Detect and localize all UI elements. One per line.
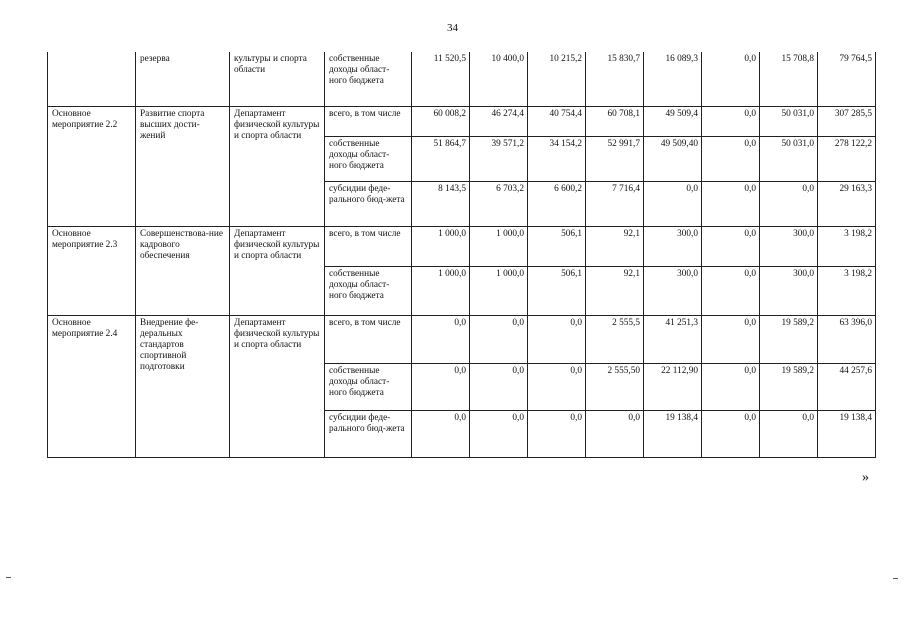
value-cell: 300,0 [760,226,818,266]
budget-table-body [48,52,876,457]
value-cell: 2 555,50 [586,363,644,410]
total-value-cell: 44 257,6 [818,363,876,410]
page-number: 34 [447,22,458,34]
funding-source-cell: собственные доходы област-ного бюджета [325,266,412,315]
value-cell: 1 000,0 [470,226,528,266]
total-value-cell: 29 163,3 [818,181,876,226]
value-cell: 300,0 [644,226,702,266]
value-cell: 41 251,3 [644,315,702,363]
executor-cell: Департамент физической культуры и спорта области [230,315,325,457]
value-cell: 300,0 [644,266,702,315]
value-cell: 49 509,40 [644,136,702,181]
value-cell: 50 031,0 [760,106,818,136]
value-cell: 506,1 [528,226,586,266]
value-cell: 16 089,3 [644,52,702,106]
measure-name-cell: резерва [136,52,230,106]
value-cell: 50 031,0 [760,136,818,181]
total-value-cell: 307 285,5 [818,106,876,136]
measure-cell [48,52,136,106]
value-cell: 0,0 [702,106,760,136]
value-cell: 0,0 [702,315,760,363]
value-cell: 0,0 [702,266,760,315]
value-cell: 51 864,7 [412,136,470,181]
total-value-cell: 19 138,4 [818,410,876,457]
funding-source-cell: всего, в том числе [325,106,412,136]
edge-mark-right [893,578,898,579]
value-cell: 46 274,4 [470,106,528,136]
value-cell: 39 571,2 [470,136,528,181]
total-value-cell: 278 122,2 [818,136,876,181]
value-cell: 0,0 [528,410,586,457]
value-cell: 0,0 [644,181,702,226]
value-cell: 0,0 [470,363,528,410]
value-cell: 11 520,5 [412,52,470,106]
funding-source-cell: собственные доходы област-ного бюджета [325,52,412,106]
value-cell: 0,0 [760,181,818,226]
value-cell: 0,0 [702,410,760,457]
table-row [48,315,876,363]
edge-mark-left [6,577,11,578]
funding-source-cell: всего, в том числе [325,315,412,363]
value-cell: 7 716,4 [586,181,644,226]
value-cell: 60 708,1 [586,106,644,136]
measure-name-cell: Развитие спорта высших дости-жений [136,106,230,226]
value-cell: 0,0 [586,410,644,457]
value-cell: 0,0 [760,410,818,457]
funding-source-cell: субсидии феде-рального бюд-жета [325,410,412,457]
measure-cell: Основное мероприятие 2.3 [48,226,136,315]
value-cell: 19 589,2 [760,363,818,410]
executor-cell: культуры и спорта области [230,52,325,106]
funding-source-cell: собственные доходы област-ного бюджета [325,136,412,181]
value-cell: 0,0 [702,52,760,106]
closing-quote: » [862,470,869,485]
measure-cell: Основное мероприятие 2.2 [48,106,136,226]
table-row [48,106,876,136]
value-cell: 0,0 [470,315,528,363]
measure-cell: Основное мероприятие 2.4 [48,315,136,457]
value-cell: 0,0 [528,363,586,410]
value-cell: 92,1 [586,226,644,266]
value-cell: 0,0 [702,136,760,181]
value-cell: 300,0 [760,266,818,315]
total-value-cell: 3 198,2 [818,266,876,315]
total-value-cell: 63 396,0 [818,315,876,363]
value-cell: 2 555,5 [586,315,644,363]
value-cell: 15 708,8 [760,52,818,106]
value-cell: 92,1 [586,266,644,315]
funding-source-cell: собственные доходы област-ного бюджета [325,363,412,410]
funding-source-cell: субсидии феде-рального бюд-жета [325,181,412,226]
value-cell: 1 000,0 [470,266,528,315]
total-value-cell: 79 764,5 [818,52,876,106]
value-cell: 49 509,4 [644,106,702,136]
value-cell: 6 703,2 [470,181,528,226]
value-cell: 0,0 [470,410,528,457]
value-cell: 8 143,5 [412,181,470,226]
value-cell: 15 830,7 [586,52,644,106]
value-cell: 60 008,2 [412,106,470,136]
value-cell: 506,1 [528,266,586,315]
table-row [48,52,876,106]
value-cell: 52 991,7 [586,136,644,181]
value-cell: 10 400,0 [470,52,528,106]
measure-name-cell: Внедрение фе-деральных стандартов спортивной подготовки [136,315,230,457]
value-cell: 0,0 [702,363,760,410]
value-cell: 19 138,4 [644,410,702,457]
value-cell: 22 112,90 [644,363,702,410]
value-cell: 1 000,0 [412,226,470,266]
value-cell: 0,0 [412,410,470,457]
value-cell: 34 154,2 [528,136,586,181]
value-cell: 19 589,2 [760,315,818,363]
value-cell: 0,0 [412,363,470,410]
value-cell: 0,0 [412,315,470,363]
value-cell: 0,0 [528,315,586,363]
table-row [48,226,876,266]
executor-cell: Департамент физической культуры и спорта области [230,226,325,315]
value-cell: 6 600,2 [528,181,586,226]
value-cell: 40 754,4 [528,106,586,136]
executor-cell: Департамент физической культуры и спорта области [230,106,325,226]
measure-name-cell: Совершенствова-ние кадрового обеспечения [136,226,230,315]
funding-source-cell: всего, в том числе [325,226,412,266]
total-value-cell: 3 198,2 [818,226,876,266]
value-cell: 1 000,0 [412,266,470,315]
budget-table [47,52,876,458]
value-cell: 0,0 [702,226,760,266]
value-cell: 10 215,2 [528,52,586,106]
value-cell: 0,0 [702,181,760,226]
